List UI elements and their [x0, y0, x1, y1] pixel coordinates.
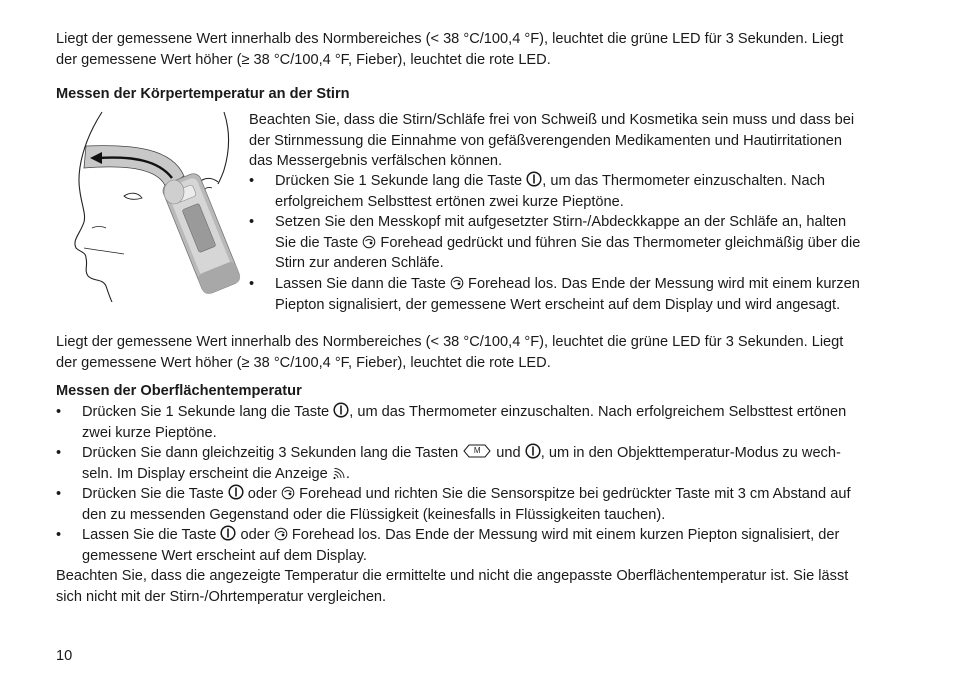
- list-item: [56, 484, 926, 525]
- text-line: der gemessene Wert höher (≥ 38 °C/100,4 °F, Fieber), leuchtet die rote LED.: [56, 354, 551, 371]
- text-line: Beachten Sie, dass die angezeigte Temperatur die ermittelte und nicht die angepasste Oberflächentemperatur ist. Sie lässt: [56, 568, 849, 584]
- bullet: •: [56, 404, 62, 420]
- text-fragment: Forehead und richten Sie die Sensorspitze bei gedrückter Taste mit 3 cm Abstand auf: [295, 486, 851, 502]
- text-fragment: Setzen Sie den Messkopf mit aufgesetzter Stirn-/Abdeckkappe an der Schläfe an, halten: [275, 214, 847, 230]
- power-button-icon: [525, 443, 541, 459]
- text-line: Liegt der gemessene Wert innerhalb des Normbereiches (< 38 °C/100,4 °F), leuchtet die grüne LED für 3 Sekunden. Liegt: [56, 334, 844, 350]
- bullet: •: [249, 173, 255, 189]
- text-fragment: , um das Thermometer einzuschalten. Nach erfolgreichem Selbsttest ertönen: [349, 404, 847, 420]
- text-fragment: Drücken Sie 1 Sekunde lang die Taste: [82, 404, 334, 420]
- list-item: [249, 171, 929, 212]
- text-fragment: Sie die Taste: [275, 234, 363, 251]
- text-fragment: Lassen Sie die Taste: [82, 527, 221, 543]
- text-fragment: Piepton signalisiert, der gemessene Wert erscheint auf dem Display und wird angesagt.: [275, 296, 841, 313]
- bullet: •: [56, 445, 62, 461]
- text-line: der Stirnmessung die Einnahme von gefäßverengenden Medikamenten und Hautirritationen: [249, 132, 843, 149]
- text-fragment: , um das Thermometer einzuschalten. Nach: [542, 173, 826, 189]
- text-line: sich nicht mit der Stirn-/Ohrtemperatur vergleichen.: [56, 588, 387, 605]
- page-number: 10: [56, 648, 73, 664]
- list-item: [56, 402, 926, 443]
- text-fragment: oder: [236, 527, 274, 543]
- power-button-icon: [228, 484, 244, 500]
- text-fragment: und: [492, 445, 525, 461]
- list-item: [56, 443, 926, 484]
- list-item: [249, 212, 929, 274]
- forehead-intro-paragraph: [249, 110, 929, 172]
- forehead-button-icon: [450, 276, 464, 290]
- power-button-icon: [220, 525, 236, 541]
- text-line: der gemessene Wert höher (≥ 38 °C/100,4 °F, Fieber), leuchtet die rote LED.: [56, 51, 551, 68]
- text-fragment: Forehead gedrückt und führen Sie das Thermometer gleichmäßig über die: [376, 234, 861, 251]
- mode-button-icon: [462, 443, 492, 459]
- text-line: Liegt der gemessene Wert innerhalb des Normbereiches (< 38 °C/100,4 °F), leuchtet die grüne LED für 3 Sekunden. Liegt: [56, 31, 844, 47]
- head-outline-icon: [62, 110, 248, 302]
- list-item: [249, 274, 929, 315]
- text-fragment: zwei kurze Pieptöne.: [82, 424, 217, 441]
- text-fragment: gemessene Wert erscheint auf dem Display.: [82, 547, 367, 564]
- surface-note-paragraph: [56, 566, 926, 607]
- text-fragment: Lassen Sie dann die Taste: [275, 276, 450, 292]
- section-heading-forehead: Messen der Körpertemperatur an der Stirn: [56, 86, 350, 102]
- led-info-paragraph: [56, 332, 926, 373]
- forehead-button-icon: [281, 486, 295, 500]
- text-fragment: Drücken Sie 1 Sekunde lang die Taste: [275, 173, 527, 189]
- text-fragment: Forehead los. Das Ende der Messung wird mit einem kurzen: [463, 276, 860, 292]
- list-item: [56, 525, 926, 566]
- text-line: das Messergebnis verfälschen können.: [249, 153, 503, 169]
- text-fragment: den zu messenden Gegenstand oder die Flüssigkeit (keinesfalls in Flüssigkeiten tauchen).: [82, 506, 666, 523]
- text-fragment: Drücken Sie dann gleichzeitig 3 Sekunden lang die Tasten: [82, 445, 463, 461]
- text-fragment: erfolgreichem Selbsttest ertönen zwei kurze Pieptöne.: [275, 193, 624, 210]
- bullet: •: [56, 486, 62, 502]
- bullet: •: [56, 527, 62, 543]
- forehead-thermometer-illustration: [62, 110, 248, 302]
- text-fragment: Drücken Sie die Taste: [82, 486, 228, 502]
- text-fragment: Stirn zur anderen Schläfe.: [275, 255, 444, 271]
- text-fragment: .: [345, 465, 350, 482]
- surface-mode-indicator-icon: [332, 466, 346, 480]
- bullet: •: [249, 214, 255, 230]
- power-button-icon: [333, 402, 349, 418]
- text-line: Beachten Sie, dass die Stirn/Schläfe frei von Schweiß und Kosmetika sein muss und dass bei: [249, 112, 855, 128]
- power-button-icon: [526, 171, 542, 187]
- text-fragment: Forehead los. Das Ende der Messung wird mit einem kurzen Piepton signalisiert, der: [287, 527, 840, 543]
- mode-button-label: M: [473, 446, 481, 455]
- forehead-button-icon: [362, 235, 376, 249]
- text-fragment: seln. Im Display erscheint die Anzeige: [82, 465, 332, 482]
- bullet: •: [249, 276, 255, 292]
- text-fragment: , um in den Objekttemperatur-Modus zu wech-: [540, 445, 841, 461]
- forehead-button-icon: [274, 527, 288, 541]
- text-fragment: oder: [243, 486, 282, 502]
- led-info-paragraph: [56, 29, 926, 70]
- section-heading-surface: Messen der Oberflächentemperatur: [56, 383, 302, 399]
